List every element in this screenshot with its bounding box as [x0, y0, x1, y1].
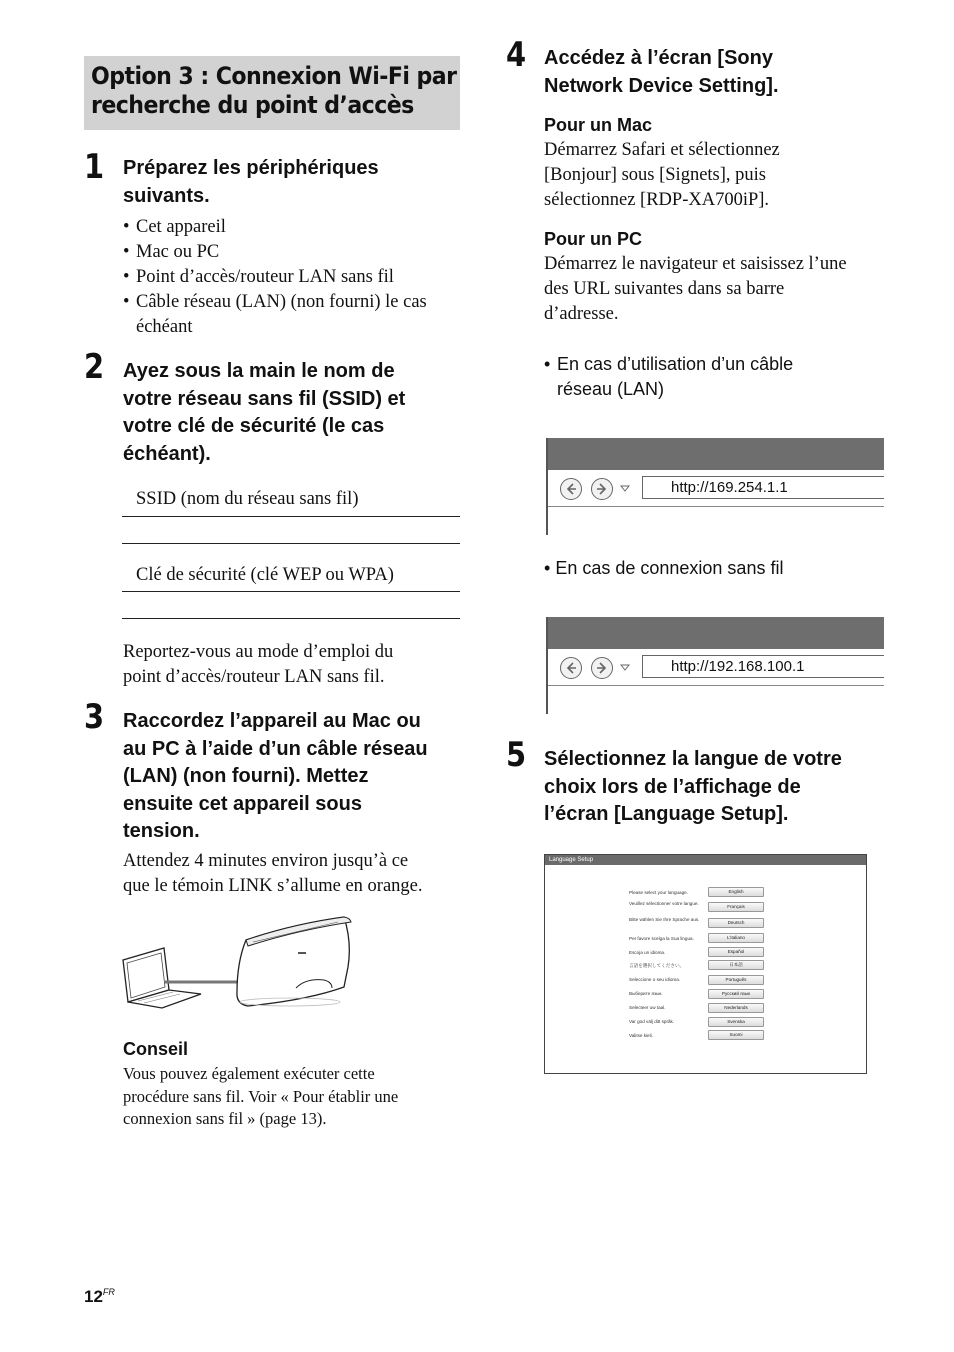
browser-page-area — [548, 686, 884, 714]
language-button-japanese[interactable]: 日本語 — [708, 960, 764, 970]
mac-subheading: Pour un Mac — [544, 115, 653, 135]
language-prompt: Per favore scelga la Sua lingua. — [629, 936, 694, 941]
heading-line: suivants. — [123, 184, 210, 207]
key-write-line — [122, 618, 460, 619]
list-item-text: Câble réseau (LAN) (non fourni) le cas — [136, 292, 427, 312]
back-arrow-icon[interactable] — [560, 478, 582, 500]
page-number-value: 12 — [84, 1287, 103, 1306]
language-button-dutch[interactable]: Nederlands — [708, 1003, 764, 1013]
pc-subheading: Pour un PC — [544, 229, 642, 249]
language-prompt: Выберите язык. — [629, 991, 663, 996]
language-setup-header — [545, 855, 866, 865]
language-button-spanish[interactable]: Español — [708, 947, 764, 957]
language-button-portuguese[interactable]: Português — [708, 975, 764, 985]
note-line: Reportez-vous au mode d’emploi du — [123, 642, 394, 662]
laptop-speaker-connection-illustration — [118, 912, 358, 1012]
language-button-italian[interactable]: L'italiano — [708, 933, 764, 943]
section-title-line: recherche du point d’accès — [91, 91, 414, 119]
heading-line: votre clé de sécurité (le cas — [123, 415, 385, 437]
body-line: d’adresse. — [544, 304, 619, 324]
language-setup-screen — [544, 854, 867, 1074]
heading-line: au PC à l’aide d’un câble réseau — [123, 737, 428, 760]
body-line: sélectionnez [RDP-XA700iP]. — [544, 190, 770, 210]
step-4-number: 4 — [506, 35, 527, 75]
ssid-write-line — [122, 516, 460, 517]
language-prompt: Valitse kieli. — [629, 1033, 653, 1038]
wired-connection-item — [544, 352, 884, 402]
step-2-number: 2 — [84, 347, 105, 387]
pc-instructions — [544, 252, 894, 327]
language-prompt: Var god välj ditt språk. — [629, 1019, 675, 1024]
language-button-finnish[interactable]: Suomi — [708, 1030, 764, 1040]
page-number — [84, 1282, 115, 1307]
language-button-russian[interactable]: Русский язык — [708, 989, 764, 999]
step-4-heading — [544, 45, 894, 100]
browser-title-bar — [548, 617, 884, 649]
history-dropdown-icon[interactable] — [620, 485, 630, 492]
address-bar[interactable]: http://192.168.100.1 — [642, 655, 884, 678]
tip-line: procédure sans fil. Voir « Pour établir une — [123, 1086, 399, 1106]
address-bar[interactable]: http://169.254.1.1 — [642, 476, 884, 499]
forward-arrow-icon[interactable] — [591, 478, 613, 500]
browser-window-wireless — [546, 617, 884, 714]
language-button-german[interactable]: Deutsch — [708, 918, 764, 928]
language-setup-title: Language Setup — [549, 857, 594, 863]
step-5-number: 5 — [506, 735, 527, 775]
step-3-heading — [123, 708, 468, 846]
forward-arrow-icon[interactable] — [591, 657, 613, 679]
step-3-number: 3 — [84, 697, 105, 737]
security-key-label: Clé de sécurité (clé WEP ou WPA) — [136, 565, 394, 585]
step-3-body — [123, 849, 468, 899]
body-line: Attendez 4 minutes environ jusqu’à ce — [123, 851, 409, 871]
tip-body — [123, 1063, 468, 1131]
heading-line: échéant). — [123, 442, 211, 465]
section-title — [91, 62, 459, 120]
language-prompt: Bitte wählen Sie Ihre Sprache aus. — [629, 917, 700, 922]
language-prompt: Seleccione o seu idioma. — [629, 977, 681, 982]
tip-line: Vous pouvez également exécuter cette — [123, 1064, 375, 1083]
list-item — [544, 352, 884, 402]
list-item: • Point d’accès/routeur LAN sans fil — [123, 265, 463, 290]
section-title-banner — [84, 56, 460, 130]
key-write-line — [122, 591, 460, 592]
note-line: point d’accès/routeur LAN sans fil. — [123, 667, 385, 687]
body-line: Démarrez le navigateur et saisissez l’une — [544, 254, 847, 274]
body-line: Démarrez Safari et sélectionnez — [544, 140, 780, 160]
browser-page-area — [548, 507, 884, 535]
language-button-english[interactable]: English — [708, 887, 764, 897]
heading-line: ensuite cet appareil sous — [123, 792, 362, 815]
tip-title: Conseil — [123, 1039, 189, 1059]
browser-window-wired — [546, 438, 884, 535]
language-prompt: Please select your language. — [629, 890, 688, 895]
heading-line: choix lors de l’affichage de — [544, 775, 801, 798]
bullet: • — [544, 558, 556, 578]
language-code: FR — [102, 1287, 115, 1297]
heading-line: Ayez sous la main le nom de — [123, 360, 395, 382]
list-item-text: En cas de connexion sans fil — [555, 558, 784, 578]
heading-line: Raccordez l’appareil au Mac ou — [123, 710, 421, 732]
heading-line: Accédez à l’écran [Sony — [544, 47, 773, 69]
section-title-line: Option 3 : Connexion Wi-Fi par — [91, 62, 457, 90]
heading-line: Network Device Setting]. — [544, 74, 779, 97]
wireless-connection-item — [544, 556, 783, 581]
step-1-number: 1 — [84, 147, 105, 187]
list-item — [123, 290, 463, 340]
browser-title-bar — [548, 438, 884, 470]
body-line: [Bonjour] sous [Signets], puis — [544, 165, 766, 185]
heading-line: l’écran [Language Setup]. — [544, 803, 789, 825]
step-1-heading — [123, 155, 463, 210]
body-line: des URL suivantes dans sa barre — [544, 279, 785, 299]
ssid-write-line — [122, 543, 460, 544]
language-button-swedish[interactable]: Svenska — [708, 1017, 764, 1027]
step-2-heading — [123, 358, 468, 468]
list-item-text: réseau (LAN) — [557, 379, 665, 399]
heading-line: votre réseau sans fil (SSID) et — [123, 387, 406, 410]
language-button-french[interactable]: Français — [708, 902, 764, 912]
heading-line: tension. — [123, 820, 200, 842]
browser-toolbar — [548, 649, 884, 686]
language-prompt: Selecteer uw taal. — [629, 1005, 666, 1010]
list-item: • Cet appareil — [123, 215, 463, 240]
heading-line: (LAN) (non fourni). Mettez — [123, 765, 369, 787]
language-prompt: Escoja un idioma. — [629, 950, 666, 955]
list-item: • Mac ou PC — [123, 240, 463, 265]
step-1-equipment-list — [123, 215, 463, 340]
heading-line: Sélectionnez la langue de votre — [544, 748, 842, 770]
language-prompt: 言語を選択してください。 — [629, 963, 685, 968]
language-prompt: Veuillez sélectionner votre langue. — [629, 901, 699, 906]
browser-toolbar — [548, 470, 884, 507]
ssid-label: SSID (nom du réseau sans fil) — [136, 489, 359, 509]
tip-line: connexion sans fil » (page 13). — [123, 1109, 327, 1128]
history-dropdown-icon[interactable] — [620, 664, 630, 671]
step-2-note — [123, 640, 463, 690]
step-5-heading — [544, 746, 904, 829]
back-arrow-icon[interactable] — [560, 657, 582, 679]
list-item-text: En cas d’utilisation d’un câble — [557, 354, 794, 374]
list-item-text: échéant — [136, 317, 193, 337]
heading-line: Préparez les périphériques — [123, 157, 379, 179]
mac-instructions — [544, 138, 889, 213]
body-line: que le témoin LINK s’allume en orange. — [123, 876, 423, 896]
